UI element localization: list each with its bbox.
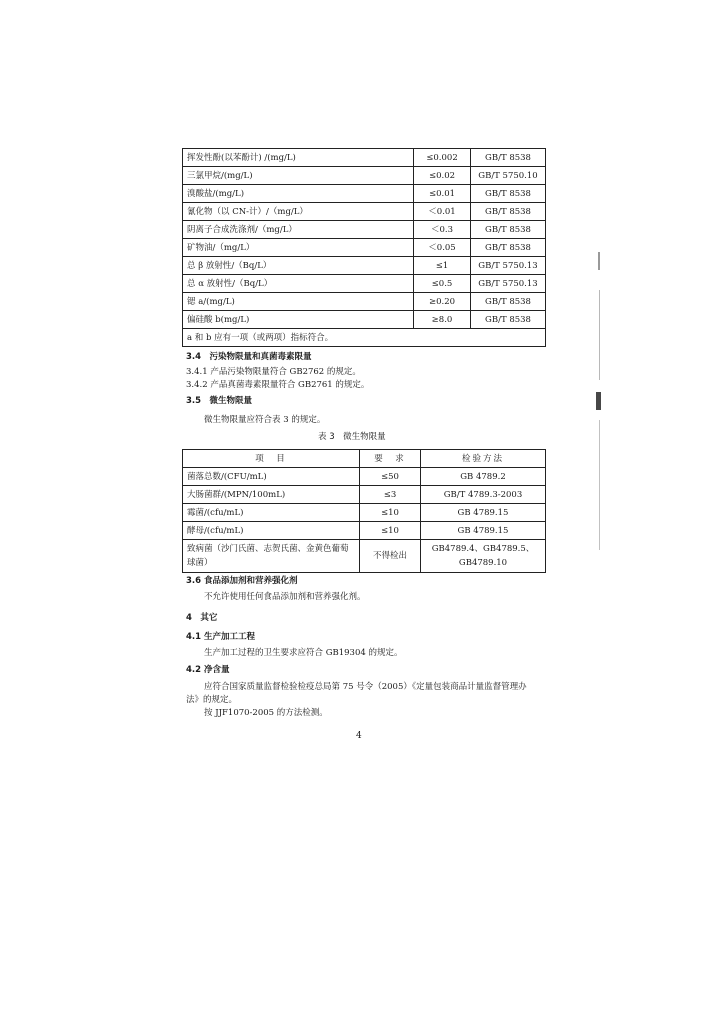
limits-table <box>182 148 546 347</box>
table-cell-limit: ≤0.02 <box>414 167 471 185</box>
table-cell-item: 总 α 放射性/（Bq/L） <box>183 275 414 293</box>
table-cell-limit: ≤1 <box>414 257 471 275</box>
table-row <box>183 203 546 221</box>
table-cell-item: 大肠菌群/(MPN/100mL) <box>183 486 360 504</box>
table3-caption: 表 3 微生物限量 <box>318 432 386 442</box>
clause-3-4-2: 3.4.2 产品真菌毒素限量符合 GB2761 的规定。 <box>186 380 370 390</box>
scan-edge-mark <box>596 392 601 410</box>
pathogen-item-cell <box>183 540 360 573</box>
scan-edge-mark <box>598 252 600 270</box>
table-cell-item: 溴酸盐/(mg/L) <box>183 185 414 203</box>
table-cell-limit: ≥8.0 <box>414 311 471 329</box>
pathogen-method-cell <box>421 540 546 573</box>
table-row <box>183 221 546 239</box>
section-4-2-text-line3: 按 JJF1070-2005 的方法检测。 <box>204 708 328 718</box>
section-4-2-text-line2: 法》的规定。 <box>186 695 238 705</box>
table-cell-item: 菌落总数/(CFU/mL) <box>183 468 360 486</box>
table-cell-method: GB/T 5750.13 <box>471 257 546 275</box>
table-cell-limit: ≥0.20 <box>414 293 471 311</box>
section-3-6-heading: 3.6 食品添加剂和营养强化剂 <box>186 576 298 586</box>
section-3-4-heading: 3.4 污染物限量和真菌毒素限量 <box>186 352 312 362</box>
table-cell-limit: ＜0.01 <box>414 203 471 221</box>
table-cell-method: GB 4789.15 <box>421 504 546 522</box>
table-cell-item: 三氯甲烷/(mg/L) <box>183 167 414 185</box>
table-cell-method: GB/T 8538 <box>471 203 546 221</box>
scan-edge-mark <box>599 420 600 550</box>
table-cell-item: 偏硅酸 b(mg/L) <box>183 311 414 329</box>
pathogen-method-line1: GB4789.4、GB4789.5、 <box>431 544 535 554</box>
table-cell-method: GB/T 8538 <box>471 221 546 239</box>
table-cell-method: GB/T 4789.3-2003 <box>421 486 546 504</box>
page-number: 4 <box>356 731 362 741</box>
table-cell-req: ≤50 <box>360 468 421 486</box>
table-cell-item: 锶 a/(mg/L) <box>183 293 414 311</box>
table3-header-method: 检验方法 <box>421 450 546 468</box>
table-cell-method: GB/T 8538 <box>471 239 546 257</box>
table-cell-method: GB/T 8538 <box>471 185 546 203</box>
table-cell-limit: ≤0.5 <box>414 275 471 293</box>
table-cell-item: 氰化物（以 CN-计）/（mg/L） <box>183 203 414 221</box>
table-cell-method: GB 4789.2 <box>421 468 546 486</box>
section-4-heading: 4 其它 <box>186 613 218 623</box>
table-cell-method: GB/T 8538 <box>471 149 546 167</box>
table-footnote: a 和 b 应有一项（或两项）指标符合。 <box>183 329 546 347</box>
table-cell-req: ≤10 <box>360 522 421 540</box>
section-3-6-text: 不允许使用任何食品添加剂和营养强化剂。 <box>204 592 366 602</box>
table-note-row <box>183 329 546 347</box>
table-cell-item: 霉菌/(cfu/mL) <box>183 504 360 522</box>
table-row <box>183 504 546 522</box>
table-cell-method: GB/T 5750.10 <box>471 167 546 185</box>
table-cell-item: 阴离子合成洗涤剂/（mg/L） <box>183 221 414 239</box>
table-cell-item: 挥发性酚(以苯酚计) /(mg/L) <box>183 149 414 167</box>
table-row <box>183 522 546 540</box>
table-cell-limit: ≤0.01 <box>414 185 471 203</box>
table-cell-item: 酵母/(cfu/mL) <box>183 522 360 540</box>
table-row <box>183 540 546 573</box>
table-row <box>183 311 546 329</box>
table-cell-method: GB/T 8538 <box>471 293 546 311</box>
table-cell-item: 矿物油/（mg/L） <box>183 239 414 257</box>
pathogen-item-line2: 球菌） <box>187 558 213 568</box>
table3-header-item: 项 目 <box>183 450 360 468</box>
section-3-5-heading: 3.5 微生物限量 <box>186 396 253 406</box>
table-row <box>183 167 546 185</box>
table-row <box>183 293 546 311</box>
section-4-2-text-line1: 应符合国家质量监督检验检疫总局第 75 号令（2005）《定量包装商品计量监督管理办 <box>204 682 527 692</box>
clause-3-4-1: 3.4.1 产品污染物限量符合 GB2762 的规定。 <box>186 367 361 377</box>
table-row <box>183 468 546 486</box>
table-row <box>183 149 546 167</box>
scan-edge-mark <box>599 290 600 380</box>
table3-header-requirement: 要 求 <box>360 450 421 468</box>
pathogen-item-line1: 致病菌（沙门氏菌、志贺氏菌、金黄色葡萄 <box>187 544 349 554</box>
table-row <box>183 257 546 275</box>
section-4-1-text: 生产加工过程的卫生要求应符合 GB19304 的规定。 <box>204 648 403 658</box>
pathogen-requirement-cell: 不得检出 <box>360 540 421 573</box>
pathogen-method-line2: GB4789.10 <box>458 558 508 568</box>
table-row <box>183 185 546 203</box>
table-cell-item: 总 β 放射性/（Bq/L） <box>183 257 414 275</box>
section-3-5-text: 微生物限量应符合表 3 的规定。 <box>204 415 326 425</box>
table-row <box>183 275 546 293</box>
table-row <box>183 486 546 504</box>
table-row <box>183 239 546 257</box>
table-cell-req: ≤10 <box>360 504 421 522</box>
table-cell-limit: ≤0.002 <box>414 149 471 167</box>
table-cell-method: GB/T 8538 <box>471 311 546 329</box>
table-cell-method: GB/T 5750.13 <box>471 275 546 293</box>
table-cell-limit: ＜0.3 <box>414 221 471 239</box>
table-cell-req: ≤3 <box>360 486 421 504</box>
table-cell-method: GB 4789.15 <box>421 522 546 540</box>
section-4-1-heading: 4.1 生产加工工程 <box>186 632 256 642</box>
table-cell-limit: ＜0.05 <box>414 239 471 257</box>
section-4-2-heading: 4.2 净含量 <box>186 665 230 675</box>
microbial-limits-table <box>182 449 546 573</box>
